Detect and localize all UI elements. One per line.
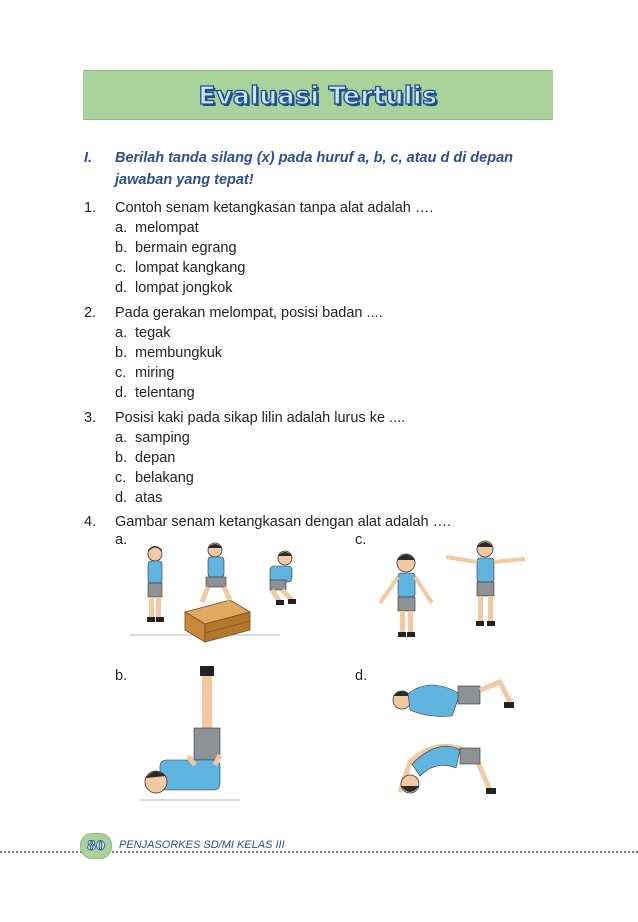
question-4 bbox=[84, 512, 564, 532]
option-a[interactable]: a. samping bbox=[115, 430, 190, 446]
question-text: Contoh senam ketangkasan tanpa alat adalah …. bbox=[115, 200, 434, 216]
option-c[interactable]: c. belakang bbox=[115, 470, 194, 486]
page-number-badge bbox=[80, 833, 112, 859]
question-text: Posisi kaki pada sikap lilin adalah lurus ke .... bbox=[115, 410, 406, 426]
question-text: Pada gerakan melompat, posisi badan .... bbox=[115, 305, 383, 321]
section-number: I. bbox=[84, 150, 93, 166]
question-number: 2. bbox=[84, 305, 97, 321]
image-option-d-label[interactable]: d. bbox=[355, 668, 368, 684]
page-title: Evaluasi Tertulis bbox=[198, 80, 438, 110]
option-a[interactable]: a. melompat bbox=[115, 220, 199, 236]
option-c[interactable]: c. miring bbox=[115, 365, 175, 381]
option-b[interactable]: b. bermain egrang bbox=[115, 240, 237, 256]
image-option-a-label[interactable]: a. bbox=[115, 532, 128, 548]
question-1 bbox=[84, 198, 564, 298]
question-2 bbox=[84, 303, 564, 403]
option-d[interactable]: d. lompat jongkok bbox=[115, 280, 233, 296]
option-c[interactable]: c. lompat kangkang bbox=[115, 260, 246, 276]
question-number: 3. bbox=[84, 410, 97, 426]
figure-vaulting-box bbox=[130, 540, 330, 650]
option-a[interactable]: a. tegak bbox=[115, 325, 171, 341]
figure-roll-and-bridge bbox=[380, 672, 530, 812]
figure-candle-pose bbox=[140, 660, 250, 810]
option-b[interactable]: b. depan bbox=[115, 450, 176, 466]
image-option-b-label[interactable]: b. bbox=[115, 668, 128, 684]
title-banner bbox=[83, 70, 553, 120]
image-option-c-label[interactable]: c. bbox=[355, 532, 367, 548]
question-number: 1. bbox=[84, 200, 97, 216]
option-d[interactable]: d. telentang bbox=[115, 385, 195, 401]
figure-arms-outstretched bbox=[370, 535, 530, 650]
instruction-text: Berilah tanda silang (x) pada huruf a, b, c, atau d di depan jawaban yang tepat! bbox=[115, 150, 514, 188]
section-instruction bbox=[84, 147, 564, 191]
option-d[interactable]: d. atas bbox=[115, 490, 163, 506]
question-number: 4. bbox=[84, 514, 97, 530]
question-3 bbox=[84, 408, 564, 508]
option-b[interactable]: b. membungkuk bbox=[115, 345, 223, 361]
question-text: Gambar senam ketangkasan dengan alat adalah …. bbox=[115, 514, 452, 530]
page-number: 80 bbox=[86, 838, 106, 854]
footer-book-title: PENJASORKES SD/MI KELAS III bbox=[119, 839, 285, 851]
